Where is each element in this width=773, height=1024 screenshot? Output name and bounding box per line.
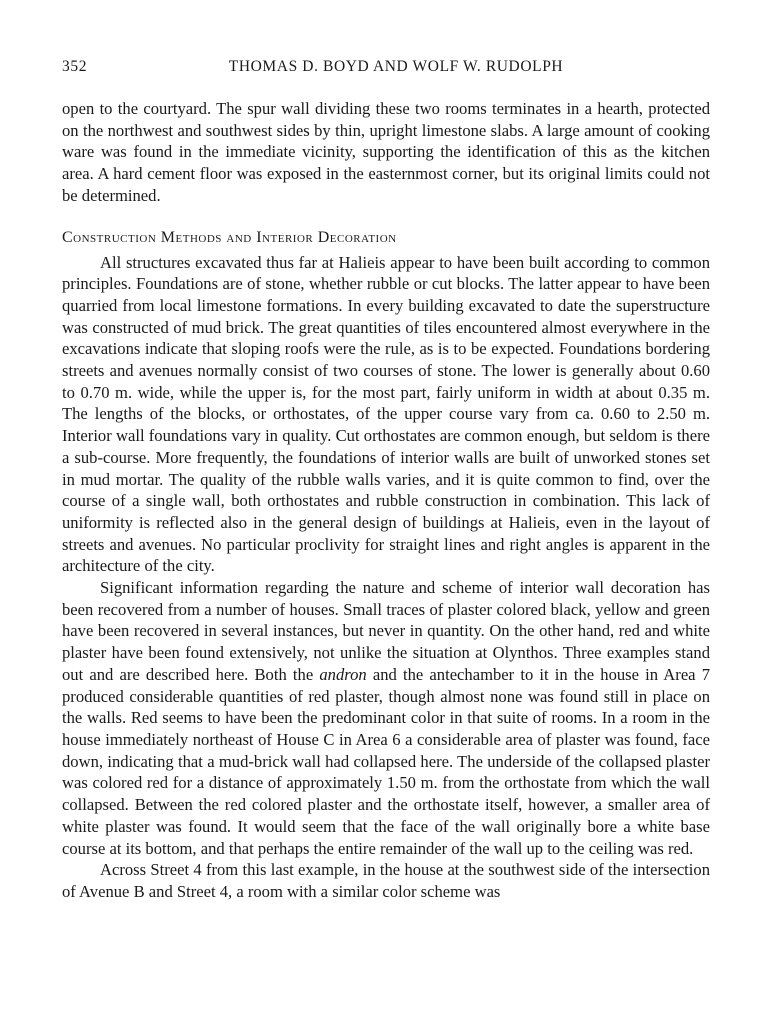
section-heading: Construction Methods and Interior Decoration	[62, 228, 397, 246]
italic-term-andron: andron	[319, 664, 367, 684]
running-head	[62, 58, 710, 84]
intro-paragraph: open to the courtyard. The spur wall dividing these two rooms terminates in a hearth, protected on the northwest and southwest sides by thin, upright limestone slabs. A large amount of cooking ware was found in the immediate vicinity, supporting the identification of this as the kitchen area. A hard cement floor was exposed in the easternmost corner, but its original limits could not be determined.	[62, 99, 710, 205]
body-paragraph-1: All structures excavated thus far at Halieis appear to have been built according to common principles. Foundations are of stone, whether rubble or cut blocks. The latter appear to have been quarried from local limestone formations. In every building excavated to date the superstructure was constructed of mud brick. The great quantities of tiles encountered almost everywhere in the excavations indicate that sloping roofs were the rule, as is to be expected. Foundations bordering streets and avenues normally consist of two courses of stone. The lower is generally about 0.60 to 0.70 m. wide, while the upper is, for the most part, fairly uniform in width at about 0.35 m. The lengths of the blocks, or orthostates, of the upper course vary from ca. 0.60 to 2.50 m. Interior wall foundations vary in quality. Cut orthostates are common enough, but seldom is there a sub-course. More frequently, the foundations of interior walls are built of unworked stones set in mud mortar. The quality of the rubble walls varies, and it is quite common to find, over the course of a single wall, both orthostates and rubble construction in combination. This lack of uniformity is reflected also in the general design of buildings at Halieis, even in the layout of streets and avenues. No particular proclivity for straight lines and right angles is apparent in the architecture of the city.	[62, 252, 710, 576]
paragraph-2-text-end: and the antechamber to it in the house in Area 7 produced considerable quantities of red plaster, though almost none was found still in place on the walls. Red seems to have been the predominant color in that suite of rooms. In a room in the house immediately northeast of House C in Area 6 a considerable area of plaster was found, face down, indicating that a mud-brick wall had collapsed here. The underside of the collapsed plaster was colored red for a distance of approximately 1.50 m. from the orthostate from which the wall collapsed. Between the red colored plaster and the orthostate itself, however, a smaller area of white plaster was found. It would seem that the face of the wall originally bore a white base course at its bottom, and that perhaps the entire remainder of the wall up to the ceiling was red.	[62, 664, 711, 858]
page-number: 352	[62, 58, 88, 75]
author-names: THOMAS D. BOYD AND WOLF W. RUDOLPH	[228, 58, 564, 75]
body-paragraph-2	[62, 577, 710, 859]
document-page	[62, 58, 710, 903]
paragraph-2-text-start: Significant information regarding the nature and scheme of interior wall decoration has been recovered from a number of houses. Small traces of plaster colored black, yellow and green have been recovered in several instances, but never in quantity. On the other hand, red and white plaster have been found extensively, not unlike the situation at Olynthos. Three examples stand out and are described here. Both the	[62, 578, 710, 684]
body-paragraph-3: Across Street 4 from this last example, in the house at the southwest side of the intersection of Avenue B and Street 4, a room with a similar color scheme was	[62, 860, 710, 901]
